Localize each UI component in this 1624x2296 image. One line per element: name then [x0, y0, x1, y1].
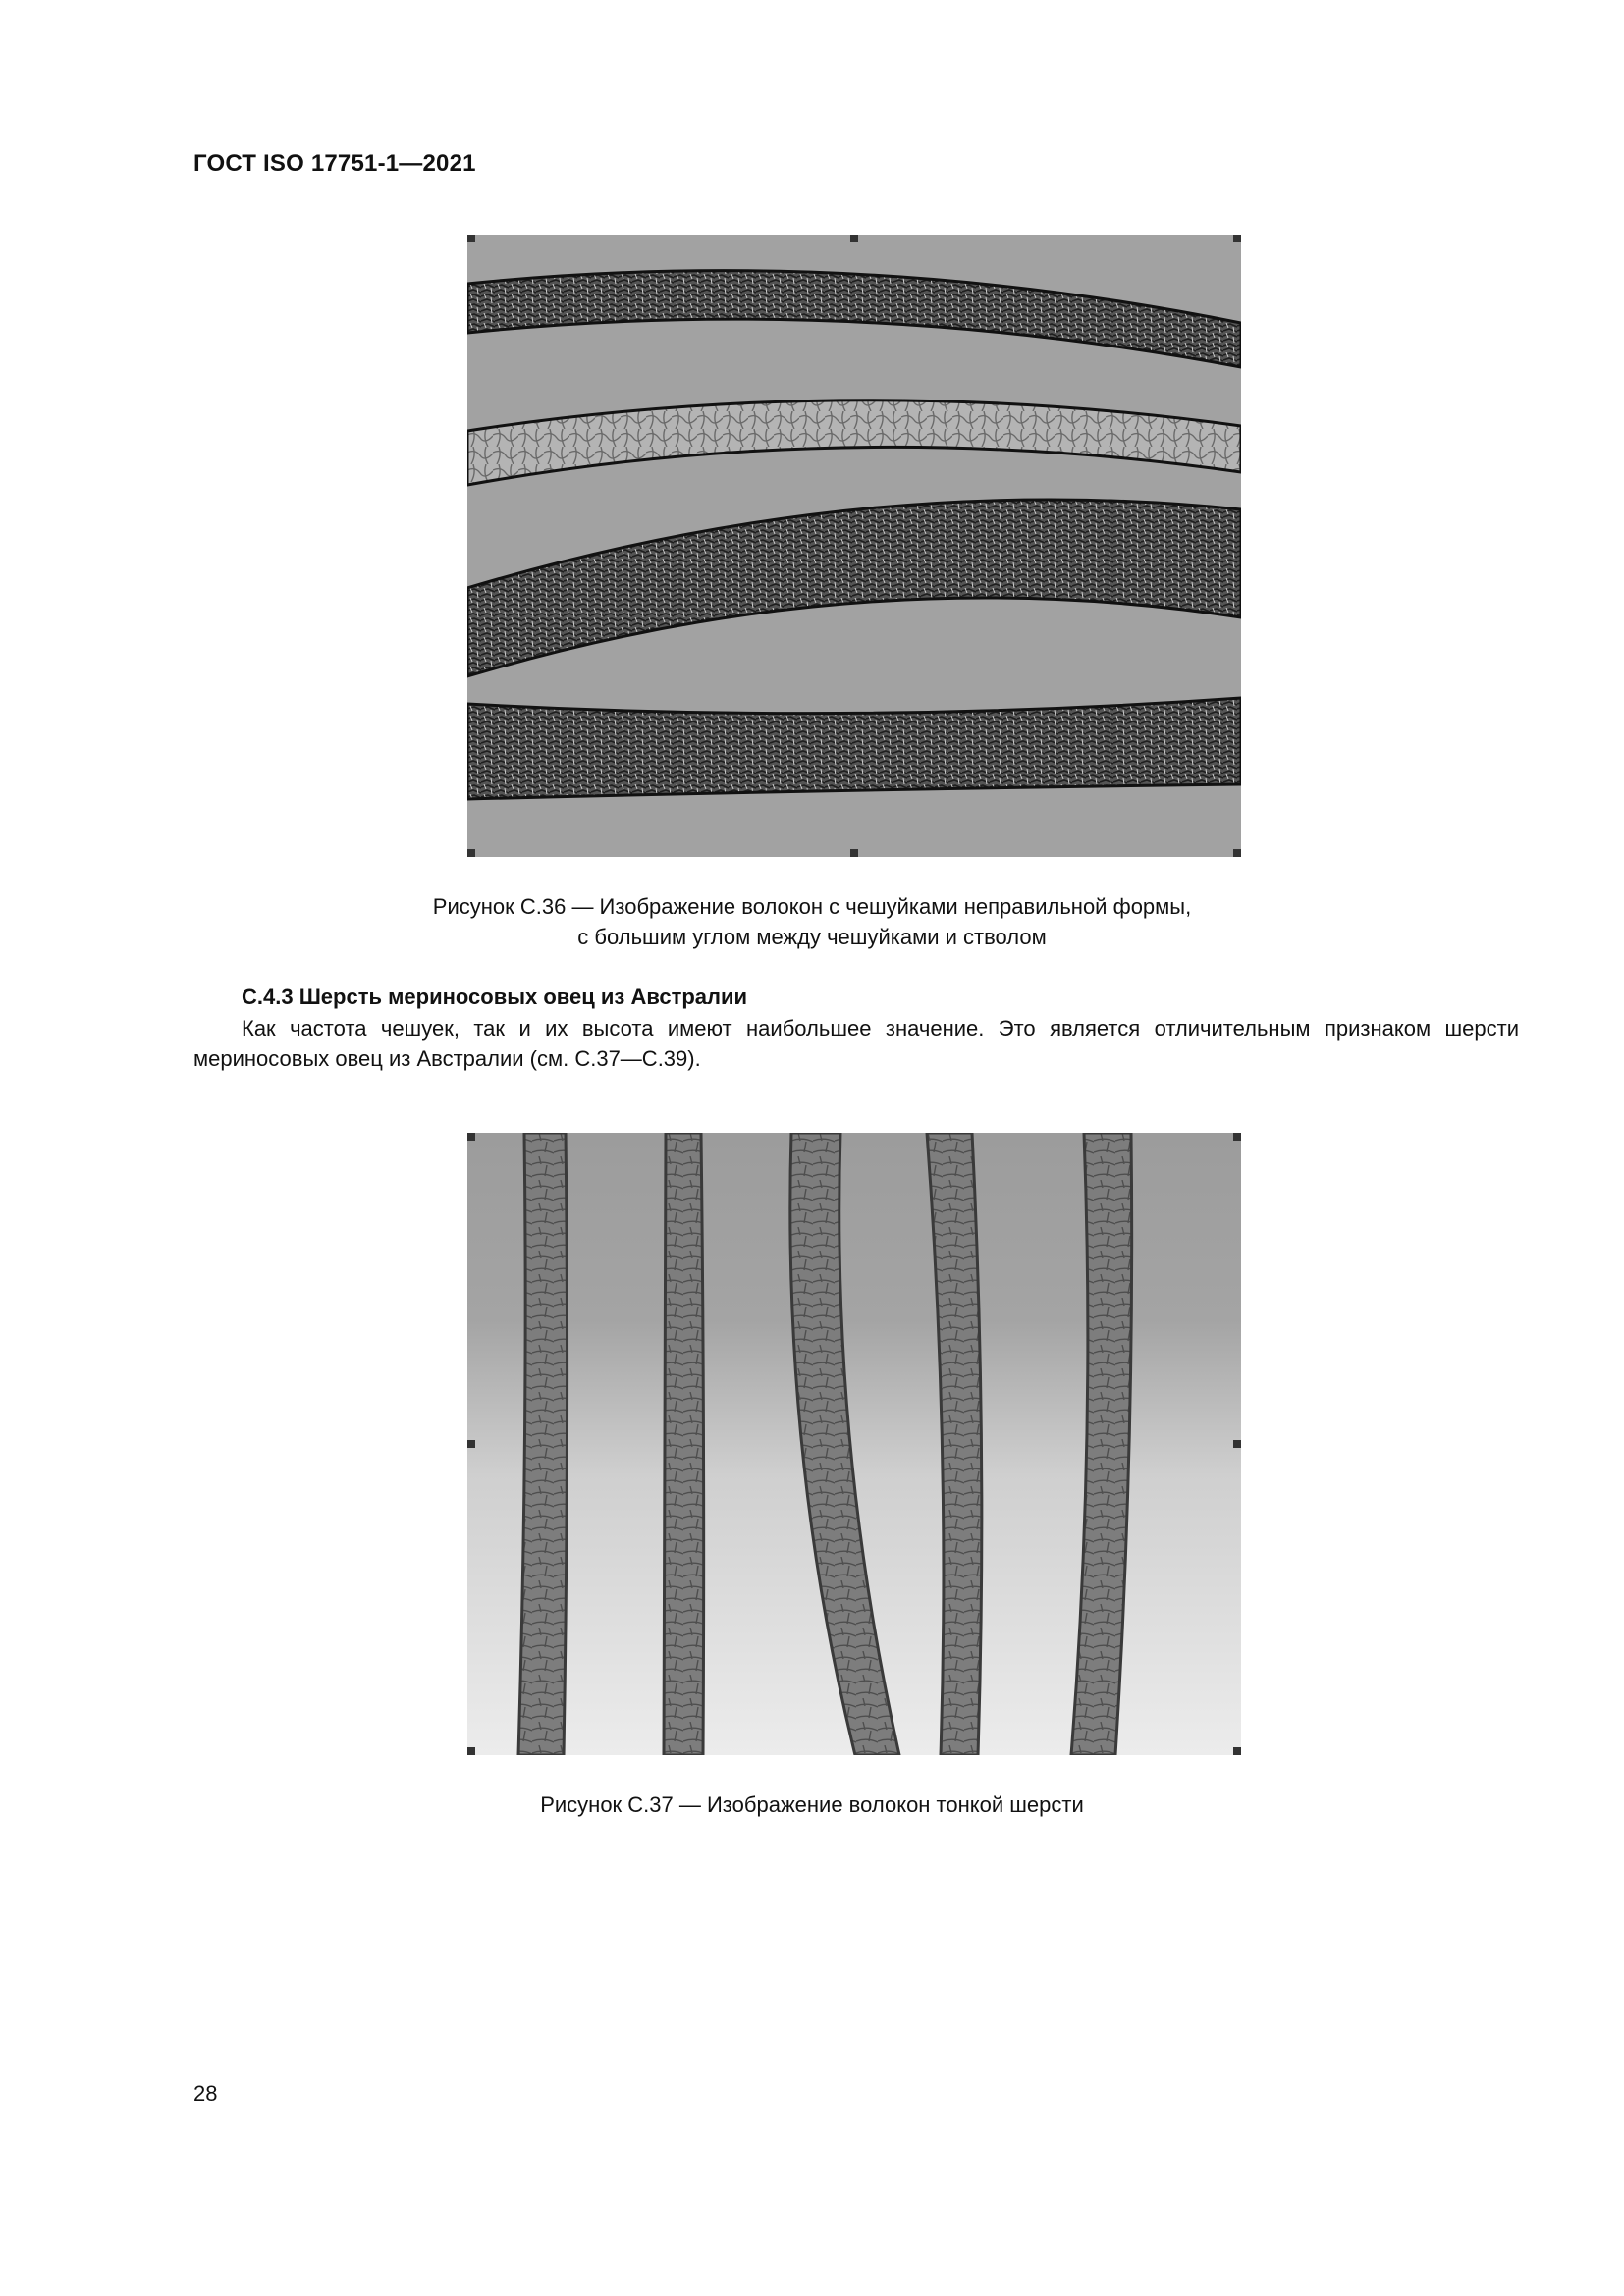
section-paragraph: Как частота чешуек, так и их высота имеют наибольшее значение. Это является отличительным признаком шерсти мериносовых овец из Австралии (см. С.37—С.39). — [193, 1016, 1519, 1071]
figure-c37-fibers — [467, 1133, 1241, 1755]
figure-c36-caption-line2: с большим углом между чешуйками и стволом — [577, 925, 1047, 949]
figure-c36-caption-line1: Рисунок С.36 — Изображение волокон с чешуйками неправильной формы, — [432, 894, 1192, 919]
figure-c36-fibers — [467, 235, 1241, 857]
fiber-a — [518, 1133, 568, 1755]
fiber-3 — [467, 500, 1241, 676]
figure-c37-image — [467, 1133, 1241, 1755]
section-heading: С.4.3 Шерсть мериносовых овец из Австралии — [242, 985, 748, 1009]
figure-c36-image — [467, 235, 1241, 857]
fiber-b — [664, 1133, 704, 1755]
fiber-2 — [467, 400, 1241, 485]
figure-c36-caption — [0, 891, 1624, 952]
fiber-4 — [467, 698, 1241, 799]
figure-c37-caption: Рисунок С.37 — Изображение волокон тонкой шерсти — [540, 1792, 1084, 1817]
page-number: 28 — [193, 2081, 218, 2106]
document-header: ГОСТ ISO 17751-1—2021 — [193, 150, 476, 177]
fiber-1 — [467, 271, 1241, 367]
